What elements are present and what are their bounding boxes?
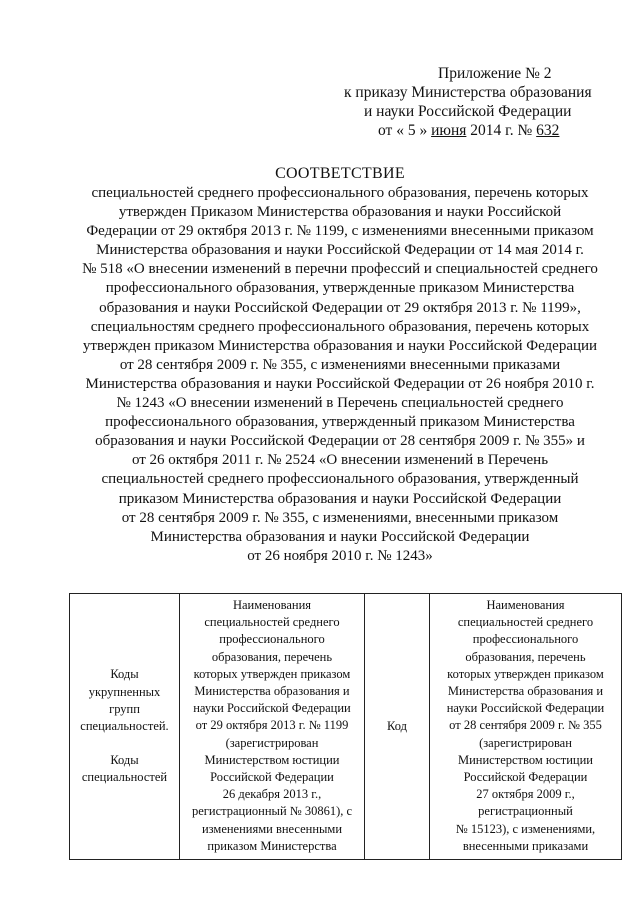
cell-line: специальностей. [80, 719, 169, 733]
subtitle-line: утвержден Приказом Министерства образования и науки Российской [118, 204, 562, 221]
cell-line: (зарегистрирован [479, 735, 572, 750]
cell-line: укрупненных [88, 684, 161, 699]
subtitle-line: образования и науки Российской Федерации от 28 сентября 2009 г. № 355» и [95, 433, 585, 450]
header-cell-code: Код [365, 594, 430, 860]
cell-line: образования, перечень [465, 649, 586, 664]
subtitle-line: от 26 ноября 2010 г. № 1243» [247, 547, 433, 564]
subtitle-line: специальностям среднего профессионального образования, перечень которых [90, 318, 590, 335]
cell-line: образования, перечень [211, 649, 333, 664]
correspondence-table [69, 593, 622, 860]
cell-line: Российской Федерации [210, 770, 334, 785]
subtitle-line: специальностей среднего профессионального образования, утвержденный [101, 471, 579, 488]
appendix-date-middle: 2014 г. № [466, 122, 537, 139]
subtitle-line: от 26 октября 2011 г. № 2524 «О внесении изменений в Перечень [131, 452, 549, 469]
subtitle-line: Министерства образования и науки Российской Федерации [150, 528, 530, 545]
cell-line: 27 октября 2009 г., [476, 787, 575, 802]
cell-line: Коды [110, 667, 139, 682]
subtitle-line: образования и науки Российской Федерации от 29 октября 2013 г. № 1199», [99, 299, 581, 316]
document-title: СООТВЕТСТВИЕ [275, 165, 405, 182]
header-cell-codes [70, 594, 180, 860]
header-cell-names-2013 [180, 594, 365, 860]
header-cell-names-2009 [430, 594, 622, 860]
appendix-order-ref: к приказу Министерства образования [344, 84, 592, 101]
cell-line: внесенными приказами [462, 838, 589, 853]
cell-line: которых утвержден приказом [447, 666, 604, 681]
cell-line: которых утвержден приказом [193, 666, 351, 681]
codes-specialties-label [73, 752, 176, 786]
subtitle-line: специальностей среднего профессионального образования, перечень которых [91, 185, 589, 201]
appendix-ministry: и науки Российской Федерации [364, 103, 572, 120]
cell-line: групп [109, 701, 140, 716]
cell-line: 26 декабря 2013 г., [222, 787, 322, 802]
subtitle-line: Министерства образования и науки Российской Федерации от 26 ноября 2010 г. [85, 375, 595, 392]
cell-line: от 29 октября 2013 г. № 1199 [195, 718, 349, 733]
cell-line: науки Российской Федерации [193, 701, 351, 716]
cell-line: регистрационный № 30861), с [191, 804, 353, 819]
cell-line: Российской Федерации [463, 770, 588, 785]
cell-line: Наименования [486, 598, 565, 612]
appendix-number: Приложение № 2 [438, 65, 552, 82]
table-row [70, 594, 622, 860]
subtitle-line: № 1243 «О внесении изменений в Перечень специальностей среднего [116, 395, 564, 412]
cell-line: науки Российской Федерации [446, 701, 605, 716]
codes-groups-label [73, 666, 176, 735]
appendix-order-number: 632 [536, 122, 560, 139]
cell-line: Министерства образования и [194, 684, 350, 699]
cell-line: (зарегистрирован [225, 735, 319, 750]
cell-line: специальностей среднего [204, 615, 340, 630]
appendix-date-month: июня [431, 122, 467, 139]
subtitle-line: профессионального образования, утвержденный приказом Министерства [105, 414, 575, 431]
cell-line: регистрационный [478, 804, 573, 819]
subtitle-line: от 28 сентября 2009 г. № 355, с изменениями внесенными приказами [119, 356, 561, 373]
subtitle-line: Министерства образования и науки Российской Федерации от 14 мая 2014 г. [96, 242, 584, 259]
cell-line: № 15123), с изменениями, [455, 821, 596, 836]
subtitle-line: профессионального образования, утвержденные приказом Министерства [105, 280, 575, 297]
cell-line: Коды [110, 753, 139, 768]
appendix-date-prefix: от « 5 » [378, 122, 432, 139]
document-subtitle [60, 184, 620, 566]
cell-line: профессионального [219, 632, 325, 647]
cell-line: профессионального [472, 632, 579, 647]
cell-line: Министерством юстиции [458, 752, 593, 767]
cell-line: приказом Министерства [207, 838, 337, 853]
subtitle-line: № 518 «О внесении изменений в перечни профессий и специальностей среднего [82, 261, 598, 278]
cell-line: от 28 сентября 2009 г. № 355 [449, 718, 602, 733]
cell-line: изменениями внесенными [201, 821, 343, 836]
subtitle-line: от 28 сентября 2009 г. № 355, с изменениями, внесенными приказом [121, 509, 559, 526]
cell-line: Министерства образования и [447, 684, 604, 699]
subtitle-line: утвержден приказом Министерства образования и науки Российской Федерации [82, 337, 598, 354]
subtitle-line: Федерации от 29 октября 2013 г. № 1199, с изменениями внесенными приказом [86, 223, 594, 240]
subtitle-line: приказом Министерства образования и науки Российской Федерации [118, 490, 562, 507]
cell-line: Министерством юстиции [204, 752, 340, 767]
appendix-header [330, 64, 620, 140]
cell-line: специальностей [81, 770, 168, 785]
cell-line: специальностей среднего [457, 615, 594, 630]
cell-line: Наименования [232, 598, 312, 612]
appendix-date-line [330, 121, 620, 140]
